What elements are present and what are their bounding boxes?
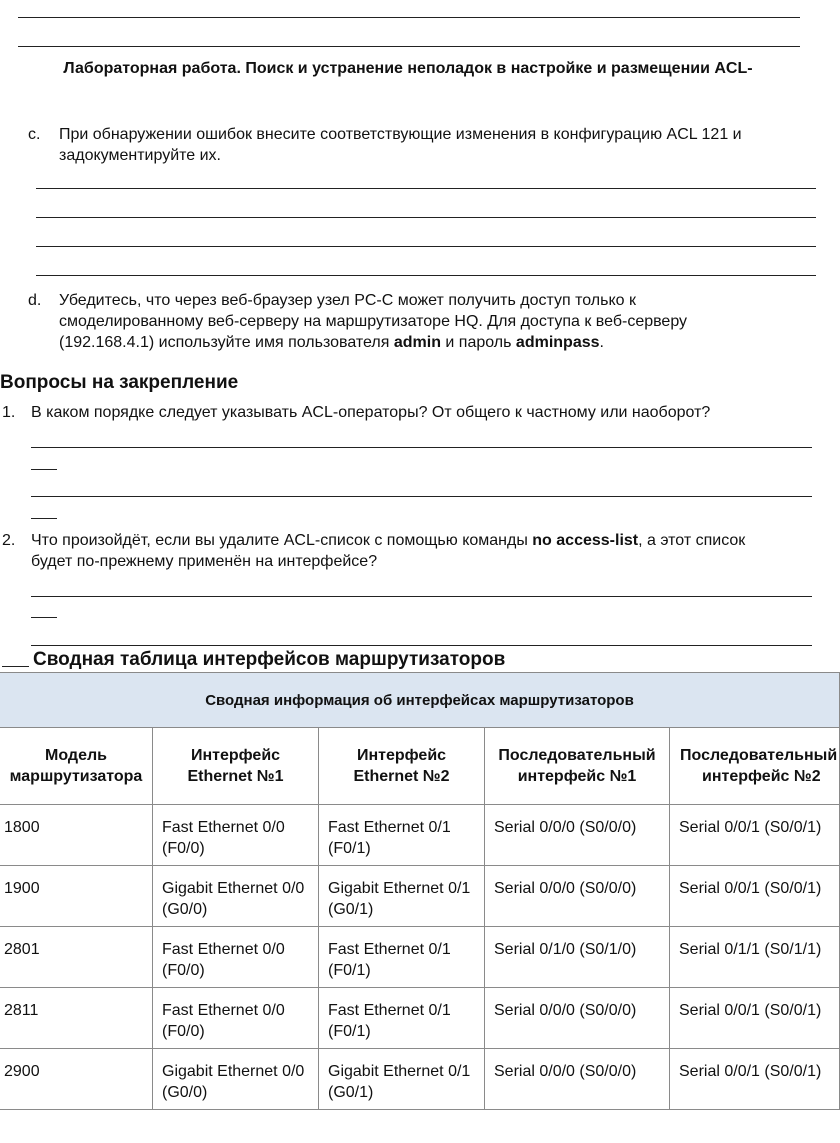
column-header: Последовательный интерфейс №1 — [485, 728, 670, 805]
table-row — [0, 866, 840, 927]
ethernet2-cell: Fast Ethernet 0/1 (F0/1) — [319, 805, 485, 866]
column-header: Интерфейс Ethernet №2 — [319, 728, 485, 805]
table-row — [0, 1049, 840, 1110]
ethernet2-cell: Gigabit Ethernet 0/1 (G0/1) — [319, 1049, 485, 1110]
answer-line — [36, 246, 816, 247]
serial2-cell: Serial 0/0/1 (S0/0/1) — [670, 866, 840, 927]
summary-heading: Сводная таблица интерфейсов маршрутизаторов — [33, 649, 506, 670]
serial2-cell: Serial 0/0/1 (S0/0/1) — [670, 1049, 840, 1110]
ethernet2-cell: Gigabit Ethernet 0/1 (G0/1) — [319, 866, 485, 927]
question-1-number: 1. — [2, 404, 16, 421]
question-2-line2: будет по-прежнему применён на интерфейсе? — [31, 553, 378, 570]
answer-line-tail — [31, 469, 57, 470]
step-c-line1: При обнаружении ошибок внесите соответствующие изменения в конфигурацию ACL 121 и — [59, 126, 742, 143]
answer-line — [31, 447, 812, 448]
step-c-marker: c. — [28, 126, 41, 143]
step-d-text — [59, 290, 687, 353]
model-cell: 1800 — [0, 805, 153, 866]
table-row — [0, 805, 840, 866]
ethernet1-cell: Fast Ethernet 0/0 (F0/0) — [153, 927, 319, 988]
column-header: Интерфейс Ethernet №1 — [153, 728, 319, 805]
table-row — [0, 927, 840, 988]
step-d-marker: d. — [28, 292, 42, 309]
question-2-number: 2. — [2, 532, 16, 549]
command-text: no access-list — [532, 532, 639, 549]
router-interface-table — [0, 672, 840, 1110]
step-d-line3: (192.168.4.1) используйте имя пользователя admin и пароль adminpass. — [59, 334, 604, 351]
serial2-cell: Serial 0/0/1 (S0/0/1) — [670, 988, 840, 1049]
serial1-cell: Serial 0/0/0 (S0/0/0) — [485, 988, 670, 1049]
answer-line — [31, 596, 812, 597]
password-value: adminpass — [515, 334, 600, 351]
question-1-text: В каком порядке следует указывать ACL-операторы? От общего к частному или наоборот? — [31, 404, 711, 421]
serial2-cell: Serial 0/0/1 (S0/0/1) — [670, 805, 840, 866]
serial1-cell: Serial 0/0/0 (S0/0/0) — [485, 866, 670, 927]
serial1-cell: Serial 0/0/0 (S0/0/0) — [485, 805, 670, 866]
serial1-cell: Serial 0/0/0 (S0/0/0) — [485, 1049, 670, 1110]
column-header: Последовательный интерфейс №2 — [670, 728, 840, 805]
question-2-line1: Что произойдёт, если вы удалите ACL-список с помощью команды no access-list, а этот список — [31, 532, 746, 549]
step-d-line1: Убедитесь, что через веб-браузер узел PC-C может получить доступ только к — [59, 292, 636, 309]
answer-line-tail — [31, 617, 57, 618]
questions-heading: Вопросы на закрепление — [0, 372, 239, 393]
serial2-cell: Serial 0/1/1 (S0/1/1) — [670, 927, 840, 988]
username-value: admin — [393, 334, 441, 351]
answer-line-tail — [31, 518, 57, 519]
answer-line — [36, 217, 816, 218]
ethernet1-cell: Fast Ethernet 0/0 (F0/0) — [153, 805, 319, 866]
model-cell: 2900 — [0, 1049, 153, 1110]
heading-underline-stub — [2, 666, 29, 667]
question-2-text — [31, 530, 745, 572]
page-title: Лабораторная работа. Поиск и устранение неполадок в настройке и размещении ACL- — [63, 60, 753, 77]
ethernet2-cell: Fast Ethernet 0/1 (F0/1) — [319, 927, 485, 988]
ethernet1-cell: Fast Ethernet 0/0 (F0/0) — [153, 988, 319, 1049]
ethernet2-cell: Fast Ethernet 0/1 (F0/1) — [319, 988, 485, 1049]
model-cell: 1900 — [0, 866, 153, 927]
ethernet1-cell: Gigabit Ethernet 0/0 (G0/0) — [153, 1049, 319, 1110]
serial1-cell: Serial 0/1/0 (S0/1/0) — [485, 927, 670, 988]
table-row — [0, 988, 840, 1049]
step-d-line2: смоделированному веб-серверу на маршрутизаторе HQ. Для доступа к веб-серверу — [59, 313, 688, 330]
answer-line — [36, 275, 816, 276]
model-cell: 2811 — [0, 988, 153, 1049]
step-c-line2: задокументируйте их. — [59, 147, 221, 164]
table-caption: Сводная информация об интерфейсах маршрутизаторов — [0, 673, 840, 728]
header-rule-bottom — [18, 46, 800, 47]
model-cell: 2801 — [0, 927, 153, 988]
answer-line — [31, 496, 812, 497]
header-rule-top — [18, 17, 800, 18]
step-c-text — [59, 124, 742, 166]
column-header: Модель маршрутизатора — [0, 728, 153, 805]
answer-line — [31, 645, 812, 646]
answer-line — [36, 188, 816, 189]
ethernet1-cell: Gigabit Ethernet 0/0 (G0/0) — [153, 866, 319, 927]
